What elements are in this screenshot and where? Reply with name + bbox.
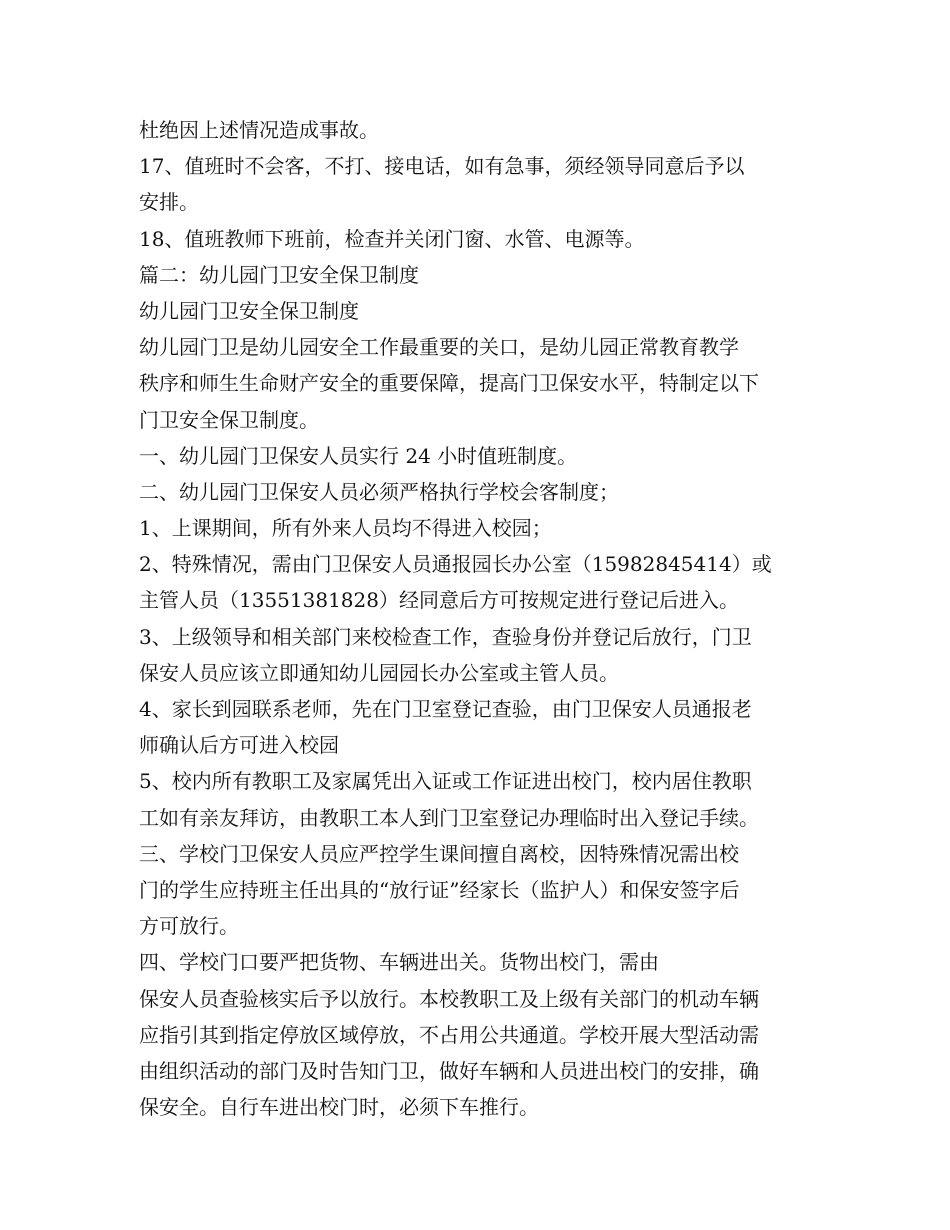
document-title: 幼儿园门卫安全保卫制度: [139, 298, 359, 323]
text-line: 秩序和师生生命财产安全的重要保障，提高门卫保安水平，特制定以下: [139, 371, 759, 396]
text-line: 保安全。自行车进出校门时，必须下车推行。: [139, 1095, 539, 1120]
text-line: 3、上级领导和相关部门来校检查工作，查验身份并登记后放行，门卫: [139, 624, 752, 649]
text-line: 三、学校门卫保安人员应严控学生课间擅自离校，因特殊情况需出校: [139, 841, 739, 866]
text-line: 保安人员应该立即通知幼儿园园长办公室或主管人员。: [139, 660, 619, 685]
text-line: 保安人员查验核实后予以放行。本校教职工及上级有关部门的机动车辆: [139, 986, 759, 1011]
section-heading: 篇二：幼儿园门卫安全保卫制度: [139, 262, 419, 287]
text-line: 18、值班教师下班前，检查并关闭门窗、水管、电源等。: [139, 226, 645, 251]
document-body: [139, 112, 819, 1125]
text-line: 四、学校门口要严把货物、车辆进出关。货物出校门，需由: [139, 950, 659, 975]
text-line: 1、上课期间，所有外来人员均不得进入校园；: [139, 516, 552, 541]
text-line: 幼儿园门卫是幼儿园安全工作最重要的关口，是幼儿园正常教育教学: [139, 335, 739, 360]
text-line: 门的学生应持班主任出具的“放行证”经家长（监护人）和保安签字后: [139, 877, 740, 902]
text-line: 二、幼儿园门卫保安人员必须严格执行学校会客制度；: [139, 479, 619, 504]
text-line: 由组织活动的部门及时告知门卫，做好车辆和人员进出校门的安排，确: [139, 1058, 759, 1083]
text-line: 一、幼儿园门卫保安人员实行 24 小时值班制度。: [139, 443, 578, 468]
text-line: 主管人员（13551381828）经同意后方可按规定进行登记后进入。: [139, 588, 739, 613]
text-line: 17、值班时不会客，不打、接电话，如有急事，须经领导同意后予以: [139, 154, 745, 179]
text-line: 4、家长到园联系老师，先在门卫室登记查验，由门卫保安人员通报老: [139, 697, 752, 721]
text-line: 工如有亲友拜访，由教职工本人到门卫室登记办理临时出入登记手续。: [139, 805, 759, 830]
text-line: 5、校内所有教职工及家属凭出入证或工作证进出校门，校内居住教职: [139, 769, 752, 794]
text-line: 师确认后方可进入校园: [139, 733, 339, 758]
text-line: 2、特殊情况，需由门卫保安人员通报园长办公室（15982845414）或: [139, 552, 772, 577]
text-line: 安排。: [139, 190, 199, 215]
text-line: 应指引其到指定停放区域停放，不占用公共通道。学校开展大型活动需: [139, 1022, 759, 1047]
text-line: 杜绝因上述情况造成事故。: [139, 118, 379, 142]
text-line: 方可放行。: [139, 914, 239, 939]
text-line: 门卫安全保卫制度。: [139, 407, 319, 432]
